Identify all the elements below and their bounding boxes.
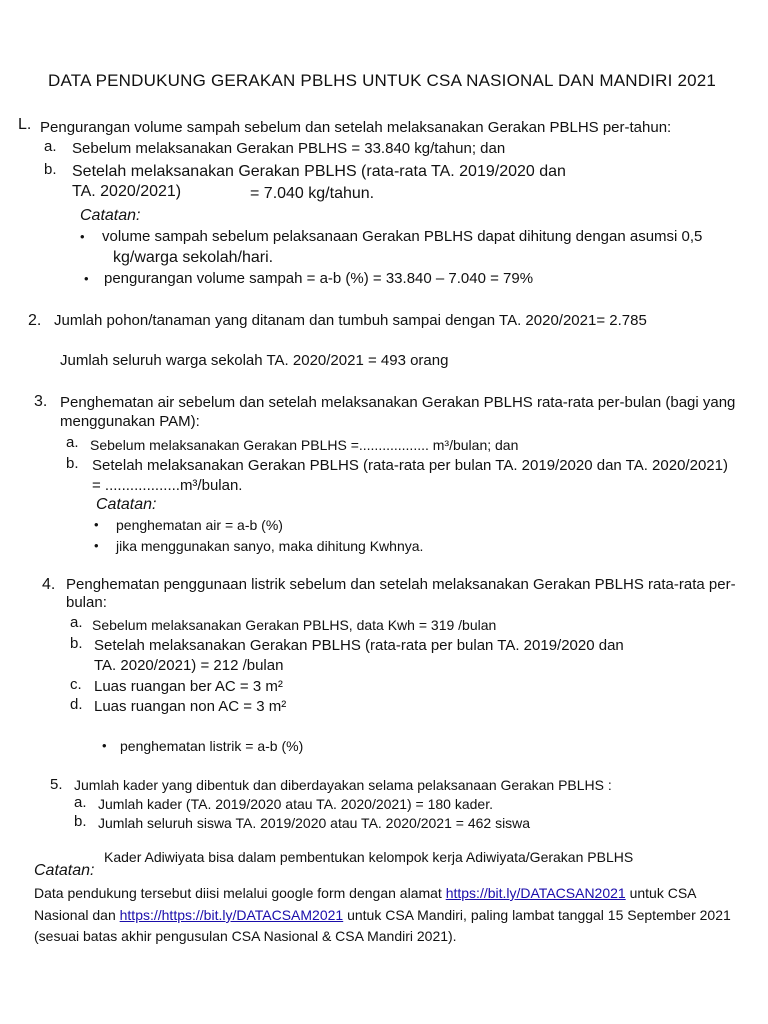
section-1-note-1-line-1: volume sampah sebelum pelaksanaan Gerakan PBLHS dapat dihitung dengan asumsi 0,5 — [102, 228, 703, 245]
section-4-b-label: b. — [70, 635, 83, 652]
section-5-a-text: Jumlah kader (TA. 2019/2020 atau TA. 2020/2021) = 180 kader. — [98, 796, 493, 812]
section-5-kader: Kader Adiwiyata bisa dalam pembentukan kelompok kerja Adiwiyata/Gerakan PBLHS — [104, 849, 634, 865]
section-3-b-text-2: = ..................m³/bulan. — [92, 477, 243, 494]
section-1-b-label: b. — [44, 161, 57, 178]
footer-note-title: Catatan: — [34, 862, 95, 879]
section-5-number: 5. — [50, 776, 63, 793]
footer-line-1 — [34, 884, 697, 902]
footer-line-2 — [34, 906, 731, 924]
section-4-text-2: bulan: — [66, 594, 107, 611]
section-3-a-label: a. — [66, 434, 79, 451]
section-4-b-text-1: Setelah melaksanakan Gerakan PBLHS (rata-rata per bulan TA. 2019/2020 dan — [94, 637, 624, 654]
section-4-d-label: d. — [70, 696, 83, 713]
section-3-note-title: Catatan: — [96, 496, 157, 513]
footer-line-2-post: untuk CSA Mandiri, paling lambat tanggal 15 September 2021 — [343, 907, 731, 923]
section-1-number: L. — [18, 116, 32, 133]
section-2-number: 2. — [28, 312, 42, 329]
section-3-b-label: b. — [66, 455, 79, 472]
bullet-icon: • — [94, 538, 99, 553]
section-3-b-text-1: Setelah melaksanakan Gerakan PBLHS (rata-rata per bulan TA. 2019/2020 dan TA. 2020/2021) — [92, 457, 728, 474]
section-1-note-2: pengurangan volume sampah = a-b (%) = 33.840 – 7.040 = 79% — [104, 270, 534, 287]
section-1-b-text-2: TA. 2020/2021) — [72, 183, 182, 200]
section-2-sub: Jumlah seluruh warga sekolah TA. 2020/2021 = 493 orang — [60, 352, 449, 369]
section-5-a-label: a. — [74, 794, 87, 811]
footer-line-1-post: untuk CSA — [625, 885, 697, 901]
section-5-text: Jumlah kader yang dibentuk dan diberdayakan selama pelaksanaan Gerakan PBLHS : — [74, 777, 612, 793]
section-4-a-text: Sebelum melaksanakan Gerakan PBLHS, data Kwh = 319 /bulan — [92, 617, 497, 633]
section-1-note-title: Catatan: — [80, 207, 141, 224]
page-title: DATA PENDUKUNG GERAKAN PBLHS UNTUK CSA NASIONAL DAN MANDIRI 2021 — [48, 71, 717, 90]
section-4-a-label: a. — [70, 614, 83, 631]
section-4-number: 4. — [42, 576, 56, 593]
section-4-c-label: c. — [70, 676, 82, 693]
section-1-a-text: Sebelum melaksanakan Gerakan PBLHS = 33.840 kg/tahun; dan — [72, 140, 506, 157]
section-1-note-1-line-2: kg/warga sekolah/hari. — [113, 249, 274, 266]
section-4-text-1: Penghematan penggunaan listrik sebelum dan setelah melaksanakan Gerakan PBLHS rata-rata per- — [66, 576, 736, 593]
section-4-c-text: Luas ruangan ber AC = 3 m² — [94, 678, 283, 695]
section-5-b-text: Jumlah seluruh siswa TA. 2019/2020 atau TA. 2020/2021 = 462 siswa — [98, 815, 531, 831]
section-2-text: Jumlah pohon/tanaman yang ditanam dan tumbuh sampai dengan TA. 2020/2021= 2.785 — [54, 312, 647, 329]
section-3-text-2: menggunakan PAM): — [60, 413, 200, 430]
bullet-icon: • — [84, 271, 89, 286]
bullet-icon: • — [94, 517, 99, 532]
section-3-number: 3. — [34, 393, 48, 410]
section-3-text-1: Penghematan air sebelum dan setelah melaksanakan Gerakan PBLHS rata-rata per-bulan (bagi yang — [60, 394, 736, 411]
section-4-b-text-2: TA. 2020/2021) = 212 /bulan — [94, 657, 284, 674]
section-1-b-text-3: = 7.040 kg/tahun. — [250, 185, 375, 202]
section-3-a-text: Sebelum melaksanakan Gerakan PBLHS =.................. m³/bulan; dan — [90, 437, 519, 453]
footer-line-1-pre: Data pendukung tersebut diisi melalui google form dengan alamat — [34, 885, 446, 901]
datacsam-link[interactable]: https://https://bit.ly/DATACSAM2021 — [119, 907, 344, 923]
section-4-note: penghematan listrik = a-b (%) — [120, 738, 304, 754]
datacsan-link[interactable]: https://bit.ly/DATACSAN2021 — [445, 885, 626, 901]
bullet-icon: • — [102, 738, 107, 753]
section-5-b-label: b. — [74, 813, 87, 830]
footer-line-3: (sesuai batas akhir pengusulan CSA Nasional & CSA Mandiri 2021). — [34, 928, 457, 944]
section-1-b-text-1: Setelah melaksanakan Gerakan PBLHS (rata-rata TA. 2019/2020 dan — [72, 163, 566, 180]
section-3-note-1: penghematan air = a-b (%) — [116, 517, 283, 533]
section-3-note-2: jika menggunakan sanyo, maka dihitung Kwhnya. — [116, 538, 424, 554]
bullet-icon: • — [80, 229, 85, 244]
section-1-a-label: a. — [44, 138, 57, 155]
section-4-d-text: Luas ruangan non AC = 3 m² — [94, 698, 287, 715]
footer-line-2-pre: Nasional dan — [34, 907, 120, 923]
section-1-heading: Pengurangan volume sampah sebelum dan setelah melaksanakan Gerakan PBLHS per-tahun: — [40, 119, 672, 136]
